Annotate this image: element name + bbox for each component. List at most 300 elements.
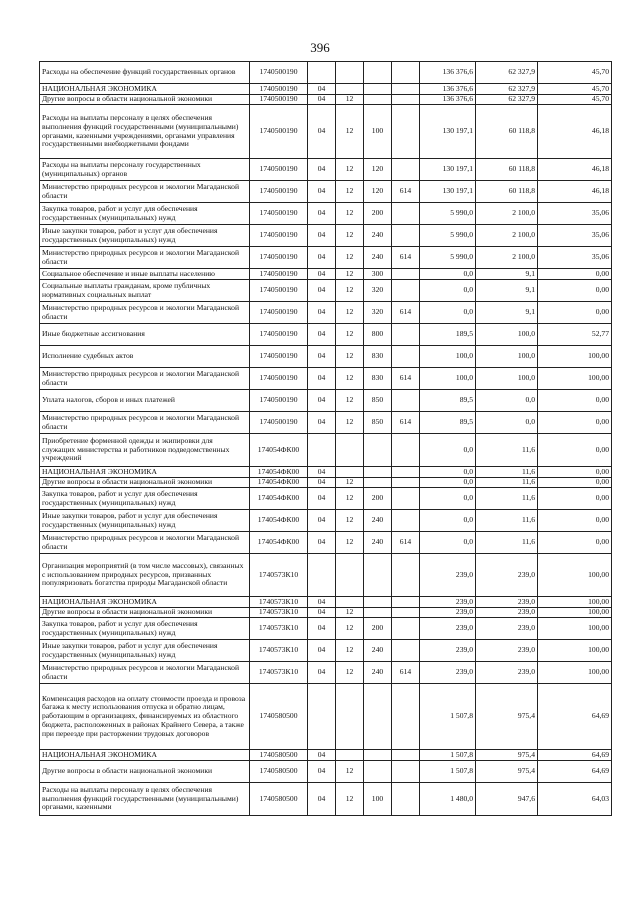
row-code: 1740500190: [250, 95, 308, 105]
row-pr: 12: [336, 269, 364, 280]
row-vr: 320: [364, 302, 392, 324]
row-pr: 12: [336, 532, 364, 554]
row-plan: 89,5: [420, 390, 476, 412]
row-name: Расходы на обеспечение функций государственных органов: [40, 62, 250, 84]
row-percent: 46,18: [538, 105, 612, 159]
row-plan: 136 376,6: [420, 62, 476, 84]
row-grbs: [392, 390, 420, 412]
row-plan: 5 990,0: [420, 247, 476, 269]
row-fact: 11,6: [476, 478, 538, 488]
row-name: Другие вопросы в области национальной экономики: [40, 95, 250, 105]
row-name: Закупка товаров, работ и услуг для обеспечения государственных (муниципальных) нужд: [40, 203, 250, 225]
row-code: 1740500190: [250, 159, 308, 181]
row-vr: 850: [364, 390, 392, 412]
row-vr: 300: [364, 269, 392, 280]
row-name: НАЦИОНАЛЬНАЯ ЭКОНОМИКА: [40, 597, 250, 608]
row-plan: 0,0: [420, 434, 476, 467]
row-vr: 120: [364, 159, 392, 181]
row-vr: [364, 608, 392, 618]
budget-table-body: [40, 62, 612, 816]
table-row: [40, 280, 612, 302]
row-pr: 12: [336, 95, 364, 105]
row-plan: 239,0: [420, 597, 476, 608]
row-vr: 800: [364, 324, 392, 346]
row-name: Иные закупки товаров, работ и услуг для обеспечения государственных (муниципальных) нужд: [40, 225, 250, 247]
row-grbs: [392, 640, 420, 662]
row-pr: 12: [336, 640, 364, 662]
row-fact: 100,0: [476, 368, 538, 390]
row-pr: 12: [336, 412, 364, 434]
table-row: [40, 554, 612, 597]
row-grbs: 614: [392, 368, 420, 390]
row-percent: 64,69: [538, 684, 612, 750]
row-rz: 04: [308, 159, 336, 181]
row-percent: 64,69: [538, 750, 612, 761]
row-fact: 62 327,9: [476, 95, 538, 105]
row-plan: 1 480,0: [420, 783, 476, 816]
row-rz: 04: [308, 783, 336, 816]
table-row: [40, 597, 612, 608]
row-grbs: 614: [392, 302, 420, 324]
row-rz: [308, 684, 336, 750]
row-rz: 04: [308, 247, 336, 269]
row-fact: 9,1: [476, 302, 538, 324]
row-grbs: [392, 159, 420, 181]
row-code: 1740573К10: [250, 662, 308, 684]
row-name: Закупка товаров, работ и услуг для обеспечения государственных (муниципальных) нужд: [40, 618, 250, 640]
row-name: Расходы на выплаты персоналу в целях обеспечения выполнения функций государственными (муниципальными) органами, казенными: [40, 783, 250, 816]
row-name: Другие вопросы в области национальной экономики: [40, 761, 250, 783]
row-grbs: [392, 324, 420, 346]
row-grbs: 614: [392, 247, 420, 269]
row-pr: 12: [336, 159, 364, 181]
row-name: Закупка товаров, работ и услуг для обеспечения государственных (муниципальных) нужд: [40, 488, 250, 510]
row-percent: 0,00: [538, 269, 612, 280]
row-grbs: [392, 554, 420, 597]
row-pr: 12: [336, 324, 364, 346]
row-rz: 04: [308, 105, 336, 159]
row-code: 1740580500: [250, 783, 308, 816]
row-rz: 04: [308, 412, 336, 434]
row-percent: 35,06: [538, 203, 612, 225]
row-pr: [336, 684, 364, 750]
row-vr: [364, 478, 392, 488]
row-vr: 100: [364, 783, 392, 816]
row-plan: 1 507,8: [420, 684, 476, 750]
row-percent: 46,18: [538, 159, 612, 181]
row-percent: 45,70: [538, 62, 612, 84]
table-row: [40, 390, 612, 412]
row-grbs: [392, 783, 420, 816]
table-row: [40, 783, 612, 816]
row-code: 1740500190: [250, 84, 308, 95]
row-name: Министерство природных ресурсов и экологии Магаданской области: [40, 412, 250, 434]
row-vr: [364, 554, 392, 597]
row-name: Расходы на выплаты персоналу государственных (муниципальных) органов: [40, 159, 250, 181]
row-vr: [364, 95, 392, 105]
row-vr: 240: [364, 640, 392, 662]
row-rz: 04: [308, 597, 336, 608]
row-pr: 12: [336, 662, 364, 684]
table-row: [40, 95, 612, 105]
row-vr: 240: [364, 225, 392, 247]
table-row: [40, 346, 612, 368]
row-code: 1740500190: [250, 225, 308, 247]
row-plan: 1 507,8: [420, 750, 476, 761]
row-grbs: 614: [392, 412, 420, 434]
row-vr: 120: [364, 181, 392, 203]
row-grbs: [392, 95, 420, 105]
row-percent: 100,00: [538, 554, 612, 597]
row-vr: 200: [364, 203, 392, 225]
row-fact: 0,0: [476, 412, 538, 434]
row-rz: [308, 434, 336, 467]
row-grbs: [392, 105, 420, 159]
row-plan: 136 376,6: [420, 84, 476, 95]
table-row: [40, 750, 612, 761]
table-row: [40, 510, 612, 532]
row-code: 1740580500: [250, 761, 308, 783]
row-fact: 975,4: [476, 750, 538, 761]
row-fact: 975,4: [476, 761, 538, 783]
row-fact: 60 118,8: [476, 105, 538, 159]
row-percent: 45,70: [538, 84, 612, 95]
row-grbs: [392, 510, 420, 532]
row-vr: [364, 84, 392, 95]
row-plan: 0,0: [420, 510, 476, 532]
row-vr: 830: [364, 346, 392, 368]
row-vr: 100: [364, 105, 392, 159]
row-rz: 04: [308, 269, 336, 280]
row-fact: 11,6: [476, 510, 538, 532]
row-percent: 0,00: [538, 390, 612, 412]
row-pr: 12: [336, 608, 364, 618]
row-pr: 12: [336, 280, 364, 302]
row-percent: 64,69: [538, 761, 612, 783]
row-fact: 975,4: [476, 684, 538, 750]
table-row: [40, 478, 612, 488]
row-code: 1740500190: [250, 324, 308, 346]
row-name: Иные закупки товаров, работ и услуг для обеспечения государственных (муниципальных) нужд: [40, 510, 250, 532]
row-rz: 04: [308, 280, 336, 302]
row-percent: 35,06: [538, 225, 612, 247]
row-percent: 100,00: [538, 662, 612, 684]
row-code: 1740500190: [250, 62, 308, 84]
row-pr: 12: [336, 390, 364, 412]
row-pr: [336, 467, 364, 478]
row-grbs: [392, 761, 420, 783]
row-pr: 12: [336, 368, 364, 390]
row-rz: 04: [308, 181, 336, 203]
row-plan: 1 507,8: [420, 761, 476, 783]
row-grbs: [392, 225, 420, 247]
row-pr: 12: [336, 346, 364, 368]
row-vr: [364, 750, 392, 761]
row-percent: 100,00: [538, 597, 612, 608]
row-name: Иные закупки товаров, работ и услуг для обеспечения государственных (муниципальных) нужд: [40, 640, 250, 662]
row-pr: 12: [336, 247, 364, 269]
row-grbs: 614: [392, 662, 420, 684]
row-fact: 60 118,8: [476, 181, 538, 203]
row-grbs: [392, 434, 420, 467]
table-row: [40, 761, 612, 783]
row-name: Министерство природных ресурсов и экологии Магаданской области: [40, 532, 250, 554]
row-plan: 0,0: [420, 478, 476, 488]
row-fact: 947,6: [476, 783, 538, 816]
row-code: 1740500190: [250, 269, 308, 280]
row-pr: 12: [336, 510, 364, 532]
row-vr: [364, 761, 392, 783]
row-plan: 239,0: [420, 554, 476, 597]
row-vr: 200: [364, 488, 392, 510]
row-grbs: [392, 62, 420, 84]
row-percent: 100,00: [538, 640, 612, 662]
row-fact: 239,0: [476, 597, 538, 608]
row-name: НАЦИОНАЛЬНАЯ ЭКОНОМИКА: [40, 467, 250, 478]
row-pr: 12: [336, 105, 364, 159]
row-plan: 0,0: [420, 467, 476, 478]
row-vr: 320: [364, 280, 392, 302]
row-pr: [336, 84, 364, 95]
row-percent: 52,77: [538, 324, 612, 346]
row-plan: 0,0: [420, 488, 476, 510]
row-code: 174054ФК00: [250, 434, 308, 467]
row-percent: 0,00: [538, 467, 612, 478]
row-code: 1740500190: [250, 368, 308, 390]
row-fact: 239,0: [476, 618, 538, 640]
table-row: [40, 488, 612, 510]
table-row: [40, 203, 612, 225]
row-grbs: [392, 84, 420, 95]
row-grbs: [392, 597, 420, 608]
row-percent: 100,00: [538, 608, 612, 618]
row-code: 1740573К10: [250, 554, 308, 597]
row-grbs: [392, 684, 420, 750]
row-code: 1740580500: [250, 684, 308, 750]
row-percent: 0,00: [538, 478, 612, 488]
table-row: [40, 302, 612, 324]
row-code: 174054ФК00: [250, 510, 308, 532]
row-pr: [336, 750, 364, 761]
row-fact: 0,0: [476, 390, 538, 412]
row-fact: 100,0: [476, 346, 538, 368]
row-vr: 240: [364, 532, 392, 554]
row-code: 1740580500: [250, 750, 308, 761]
row-plan: 5 990,0: [420, 225, 476, 247]
row-fact: 9,1: [476, 269, 538, 280]
row-fact: 62 327,9: [476, 62, 538, 84]
row-percent: 0,00: [538, 434, 612, 467]
row-rz: 04: [308, 662, 336, 684]
row-plan: 130 197,1: [420, 181, 476, 203]
row-plan: 0,0: [420, 280, 476, 302]
row-pr: [336, 434, 364, 467]
table-row: [40, 618, 612, 640]
row-plan: 100,0: [420, 368, 476, 390]
row-pr: [336, 597, 364, 608]
row-fact: 9,1: [476, 280, 538, 302]
table-row: [40, 181, 612, 203]
row-grbs: [392, 488, 420, 510]
row-fact: 11,6: [476, 488, 538, 510]
row-percent: 100,00: [538, 346, 612, 368]
row-code: 1740573К10: [250, 618, 308, 640]
row-name: Министерство природных ресурсов и экологии Магаданской области: [40, 662, 250, 684]
table-row: [40, 84, 612, 95]
table-row: [40, 434, 612, 467]
row-rz: 04: [308, 750, 336, 761]
row-percent: 0,00: [538, 532, 612, 554]
table-row: [40, 662, 612, 684]
row-grbs: 614: [392, 181, 420, 203]
row-name: Социальные выплаты гражданам, кроме публичных нормативных социальных выплат: [40, 280, 250, 302]
row-grbs: [392, 750, 420, 761]
row-fact: 11,6: [476, 434, 538, 467]
row-pr: [336, 62, 364, 84]
row-name: Компенсация расходов на оплату стоимости проезда и провоза багажа к месту использования отпуска и обратно лицам, работающим в организациях, финансируемых из областного бюджета, расположенных в районах Крайнего Севера, а также при переезде при расторжении трудовых договоров: [40, 684, 250, 750]
row-vr: 240: [364, 247, 392, 269]
row-code: 174054ФК00: [250, 532, 308, 554]
row-fact: 2 100,0: [476, 203, 538, 225]
row-grbs: [392, 608, 420, 618]
row-vr: 240: [364, 510, 392, 532]
row-name: Другие вопросы в области национальной экономики: [40, 478, 250, 488]
row-percent: 0,00: [538, 488, 612, 510]
row-percent: 35,06: [538, 247, 612, 269]
row-pr: 12: [336, 488, 364, 510]
row-rz: [308, 554, 336, 597]
row-name: Исполнение судебных актов: [40, 346, 250, 368]
row-percent: 0,00: [538, 280, 612, 302]
table-row: [40, 467, 612, 478]
row-pr: 12: [336, 225, 364, 247]
row-rz: 04: [308, 761, 336, 783]
row-plan: 239,0: [420, 608, 476, 618]
row-percent: 100,00: [538, 618, 612, 640]
row-code: 1740573К10: [250, 608, 308, 618]
row-plan: 100,0: [420, 346, 476, 368]
row-fact: 239,0: [476, 640, 538, 662]
row-pr: 12: [336, 478, 364, 488]
row-code: 1740500190: [250, 412, 308, 434]
row-rz: 04: [308, 84, 336, 95]
row-grbs: 614: [392, 532, 420, 554]
row-rz: 04: [308, 640, 336, 662]
row-fact: 239,0: [476, 662, 538, 684]
table-row: [40, 684, 612, 750]
row-pr: 12: [336, 203, 364, 225]
row-fact: 11,6: [476, 532, 538, 554]
row-name: Министерство природных ресурсов и экологии Магаданской области: [40, 302, 250, 324]
table-row: [40, 247, 612, 269]
row-fact: 2 100,0: [476, 225, 538, 247]
row-vr: [364, 62, 392, 84]
row-name: Уплата налогов, сборов и иных платежей: [40, 390, 250, 412]
row-rz: 04: [308, 302, 336, 324]
row-rz: 04: [308, 390, 336, 412]
row-fact: 2 100,0: [476, 247, 538, 269]
row-code: 1740500190: [250, 346, 308, 368]
table-row: [40, 62, 612, 84]
table-row: [40, 225, 612, 247]
row-percent: 100,00: [538, 368, 612, 390]
row-grbs: [392, 280, 420, 302]
row-vr: [364, 684, 392, 750]
row-rz: 04: [308, 95, 336, 105]
row-name: Организация мероприятий (в том числе массовых), связанных с использованием природных ресурсов, призванных популяризовать богатства природы Магаданской области: [40, 554, 250, 597]
row-code: 1740573К10: [250, 597, 308, 608]
row-fact: 239,0: [476, 554, 538, 597]
row-rz: 04: [308, 532, 336, 554]
row-pr: 12: [336, 302, 364, 324]
row-grbs: [392, 467, 420, 478]
row-vr: 850: [364, 412, 392, 434]
row-code: 174054ФК00: [250, 467, 308, 478]
row-grbs: [392, 269, 420, 280]
row-name: Иные бюджетные ассигнования: [40, 324, 250, 346]
row-pr: 12: [336, 618, 364, 640]
row-grbs: [392, 618, 420, 640]
row-name: Министерство природных ресурсов и экологии Магаданской области: [40, 368, 250, 390]
row-grbs: [392, 203, 420, 225]
row-name: Министерство природных ресурсов и экологии Магаданской области: [40, 181, 250, 203]
table-row: [40, 368, 612, 390]
row-plan: 0,0: [420, 269, 476, 280]
row-percent: 0,00: [538, 302, 612, 324]
row-vr: [364, 597, 392, 608]
row-fact: 60 118,8: [476, 159, 538, 181]
row-code: 1740500190: [250, 181, 308, 203]
row-vr: 830: [364, 368, 392, 390]
row-code: 1740573К10: [250, 640, 308, 662]
row-name: Расходы на выплаты персоналу в целях обеспечения выполнения функций государственными (муниципальными) органами, казенными учреждениями, органами управления государственными внебюджетными фондами: [40, 105, 250, 159]
row-rz: 04: [308, 488, 336, 510]
row-pr: [336, 554, 364, 597]
row-name: Министерство природных ресурсов и экологии Магаданской области: [40, 247, 250, 269]
row-name: НАЦИОНАЛЬНАЯ ЭКОНОМИКА: [40, 84, 250, 95]
row-rz: 04: [308, 324, 336, 346]
row-rz: [308, 62, 336, 84]
row-rz: 04: [308, 346, 336, 368]
budget-table: [39, 61, 612, 816]
table-row: [40, 532, 612, 554]
row-fact: 11,6: [476, 467, 538, 478]
row-pr: 12: [336, 181, 364, 203]
row-plan: 130 197,1: [420, 159, 476, 181]
row-grbs: [392, 346, 420, 368]
row-plan: 239,0: [420, 640, 476, 662]
row-rz: 04: [308, 478, 336, 488]
row-code: 174054ФК00: [250, 488, 308, 510]
row-percent: 0,00: [538, 412, 612, 434]
row-fact: 239,0: [476, 608, 538, 618]
row-percent: 46,18: [538, 181, 612, 203]
row-code: 1740500190: [250, 105, 308, 159]
table-row: [40, 608, 612, 618]
row-code: 1740500190: [250, 247, 308, 269]
page-number: 396: [310, 40, 330, 55]
row-grbs: [392, 478, 420, 488]
row-plan: 0,0: [420, 532, 476, 554]
table-row: [40, 105, 612, 159]
table-row: [40, 640, 612, 662]
row-percent: 64,03: [538, 783, 612, 816]
row-name: Другие вопросы в области национальной экономики: [40, 608, 250, 618]
row-plan: 130 197,1: [420, 105, 476, 159]
row-plan: 0,0: [420, 302, 476, 324]
row-plan: 136 376,6: [420, 95, 476, 105]
row-rz: 04: [308, 225, 336, 247]
